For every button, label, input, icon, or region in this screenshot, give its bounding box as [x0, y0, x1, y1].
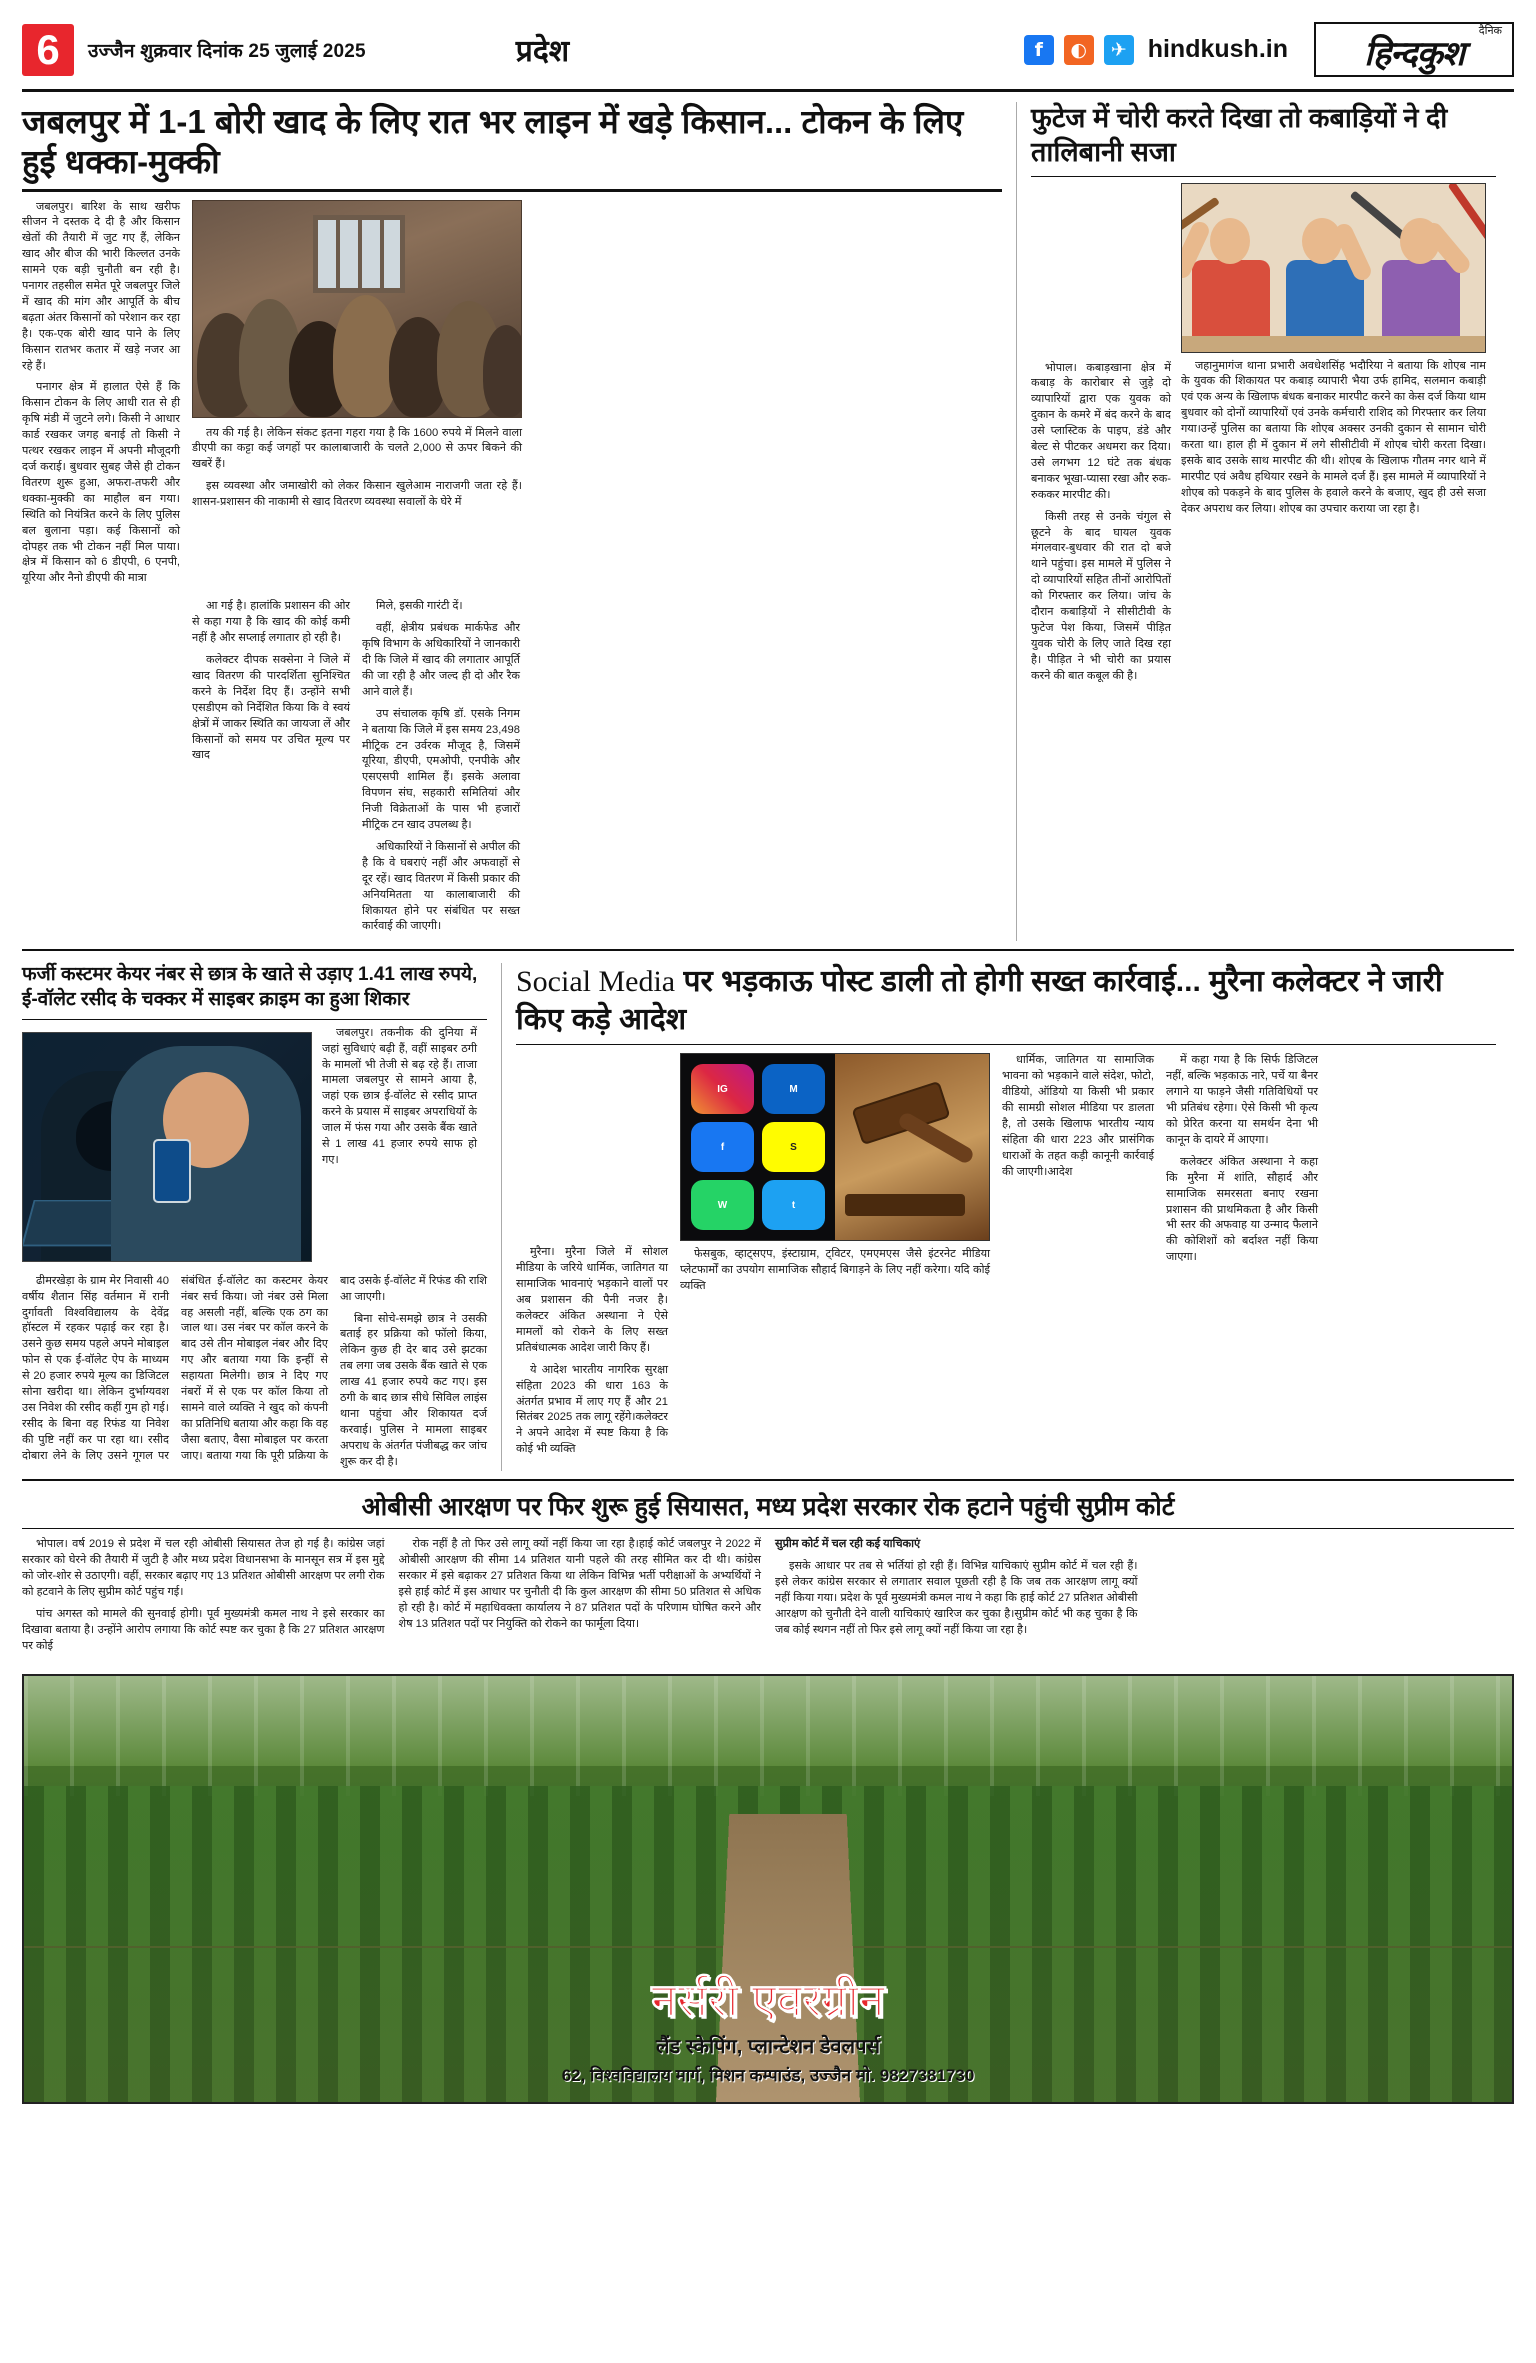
cyber-story-image	[22, 1032, 312, 1262]
paragraph: अधिकारियों ने किसानों से अपील की है कि वे घबराएं नहीं और अफवाहों से दूर रहें। खाद वितरण में किसी प्रकार की अनियमितता या कालाबाजारी की शिकायत होने पर संबंधित पर सख्त कार्रवाई की जाएगी।	[362, 840, 520, 933]
paragraph: रोक नहीं है तो फिर उसे लागू क्यों नहीं किया जा रहा है।हाई कोर्ट जबलपुर ने 2022 में ओबीसी आरक्षण की सीमा 14 प्रतिशत यानी पहले की तरह सीमित कर दी थी। कांग्रेस सरकार में इसे बढ़ाकर 27 प्रतिशत किया था लेकिन विभिन्न भर्ती परीक्षाओं के अभ्यर्थियों ने इसे हाई कोर्ट में इस आधार पर चुनौती दी कि कुल आरक्षण की सीमा 50 प्रतिशत से अधिक हो रही है। कोर्ट में महाधिवक्ता कार्यालय ने 87 प्रतिशत पदों के परिणाम घोषित करने और शेष 13 प्रतिशत पदों पर नियुक्ति को रोकने का फार्मूला दिया।	[398, 1538, 761, 1630]
theft-story-cartoon	[1181, 183, 1486, 353]
paragraph: ढीमरखेड़ा के ग्राम मेर निवासी 40 वर्षीय शैतान सिंह वर्तमान में रानी दुर्गावती विश्वविद्यालय के देवेंद्र हॉस्टल में रहकर पढ़ाई कर रहा है। उसने कुछ समय पहले अपने मोबाइल फोन से एक ई-वॉलेट ऐप के माध्यम से 20 हजार रुपये मूल्य का डिजिटल सोना खरीदा था। लेकिन दुर्भाग्यवश उस निवेश की रसीद कहीं गुम हो गई। रसीद के बिना वह रिफंड या निवेश की पुष्टि नहीं कर पा रहा था। रसीद दोबारा लेने के लिए उसने गूगल पर संबंधित ई-वॉलेट का कस्टमर केयर नंबर सर्च किया। जो नंबर उसे मिला वह असली नहीं, बल्कि एक ठग का जाल था। उस नंबर पर कॉल करने के बाद उसे तीन मोबाइल नंबर और दिए गए और बताया गया कि इन्हीं से सहायता मिलेगी। छात्र ने दिए गए नंबरों में से एक पर कॉल किया तो सामने वाले व्यक्ति ने खुद को कंपनी का प्रतिनिधि बताया और कहा कि वह जैसा बताए, वैसा मोबाइल पर करता जाए। बताया गया कि पूरी प्रक्रिया के बाद उसके ई-वॉलेट में रिफंड की राशि आ जाएगी।	[22, 1274, 487, 1462]
paragraph: इस व्यवस्था और जमाखोरी को लेकर किसान खुलेआम नाराजगी जता रहे हैं। शासन-प्रशासन की नाकामी से खाद वितरण व्यवस्था सवालों के घेरे में	[192, 480, 522, 509]
app-icons-grid	[681, 1054, 835, 1240]
social-media-column-3	[1002, 1053, 1154, 1464]
photo-crowd	[193, 287, 521, 417]
obc-column-2	[399, 1537, 762, 1660]
advertisement-nursery	[22, 1674, 1514, 2104]
cyber-crime-story	[22, 963, 502, 1470]
paragraph: पांच अगस्त को मामले की सुनवाई होगी। पूर्व मुख्यमंत्री कमल नाथ ने इसे सरकार का दिखावा बताया है। उन्होंने आरोप लगाया कि कोर्ट स्पष्ट कर चुका है कि 27 प्रतिशत आरक्षण पर कोई	[22, 1607, 385, 1652]
social-media-column-4	[1166, 1053, 1318, 1464]
social-media-photo	[680, 1053, 990, 1241]
twitter-icon[interactable]: ✈	[1104, 35, 1134, 65]
paragraph: वहीं, क्षेत्रीय प्रबंधक मार्कफेड और कृषि विभाग के अधिकारियों ने जानकारी दी कि जिले में खाद की लगातार आपूर्ति की जा रही है और जल्द ही दो और रैक आने वाले हैं।	[362, 622, 520, 698]
obc-column-1	[22, 1537, 385, 1660]
theft-story	[1016, 102, 1496, 941]
paragraph: मिले, इसकी गारंटी दें।	[376, 600, 463, 613]
top-section	[22, 102, 1514, 941]
messenger-icon: M	[762, 1064, 825, 1114]
paragraph: मुरैना। मुरैना जिले में सोशल मीडिया के जरिये धार्मिक, जातिगत या सामाजिक भावनाएं भड़काने वालों पर अब प्रशासन की पैनी नजर है। कलेक्टर अंकित अस्थाना ने ऐसे मामलों को रोकने के लिए सख्त प्रतिबंधात्मक आदेश जारी किए हैं।	[516, 1246, 668, 1354]
social-media-story	[516, 963, 1496, 1470]
paragraph: आ गई है। हालांकि प्रशासन की ओर से कहा गया है कि खाद की कोई कमी नहीं है और सप्लाई लगातार हो रही है।	[192, 600, 350, 645]
cyber-story-headline: फर्जी कस्टमर केयर नंबर से छात्र के खाते से उड़ाए 1.41 लाख रुपये, ई-वॉलेट रसीद के चक्कर में साइबर क्राइम का हुआ शिकार	[22, 964, 478, 1011]
theft-story-column-1	[1031, 183, 1171, 691]
paragraph: में कहा गया है कि सिर्फ डिजिटल नहीं, बल्कि भड़काऊ नारे, पर्चे या बैनर लगाने या फाड़ने जैसी गतिविधियों पर भी प्रतिबंध रहेगा। ऐसे किसी भी कृत्य को प्रेरित करना या समर्थन देना भी कानून के दायरे में आएगा।	[1166, 1054, 1318, 1146]
middle-section	[22, 963, 1514, 1470]
instagram-icon: IG	[691, 1064, 754, 1114]
social-media-headline	[516, 963, 1496, 1038]
obc-subheading: सुप्रीम कोर्ट में चल रही कई याचिकाएं	[775, 1538, 921, 1551]
phone-icon	[153, 1139, 191, 1203]
social-media-headline-en: Social Media	[516, 965, 676, 999]
masthead-location-date: उज्जैन शुक्रवार दिनांक 25 जुलाई 2025	[88, 40, 366, 62]
twitter-app-icon: t	[762, 1180, 825, 1230]
photo-window	[313, 215, 405, 293]
newspaper-logo	[1314, 22, 1514, 77]
paragraph: जबलपुर। बारिश के साथ खरीफ सीजन ने दस्तक दे दी है और किसान खेतों की तैयारी में जुट गए हैं, लेकिन खाद और बीज की भारी किल्लत उनके सामने एक बड़ी चुनौती बन रही है। पनागर तहसील समेत पूरे जबलपुर जिले में खाद की मांग और आपूर्ति के बीच बढ़ता अंतर किसानों को परेशान कर रहा है। एक-एक बोरी खाद पाने के लिए किसान रातभर कतार में खड़े नजर आ रहे हैं।	[22, 200, 180, 372]
obc-story-headline: ओबीसी आरक्षण पर फिर शुरू हुई सियासत, मध्य प्रदेश सरकार रोक हटाने पहुंची सुप्रीम कोर्ट	[361, 1492, 1175, 1521]
paragraph: तय की गई है। लेकिन संकट इतना गहरा गया है कि 1600 रुपये में मिलने वाला डीएपी का कट्टा कई जगहों पर कालाबाजारी के चलते 2,000 से ऊपर बिकने की खबरें हैं।	[192, 426, 522, 471]
logo-subtitle: दैनिक	[1478, 25, 1502, 37]
paragraph: धार्मिक, जातिगत या सामाजिक भावना को भड़काने वाले संदेश, फोटो, वीडियो, ऑडियो या किसी भी प्रकार की सामग्री सोशल मीडिया पर डालता है, तो उसके खिलाफ भारतीय न्याय संहिता की धारा 223 और प्रासंगिक धाराओं के तहत कड़ी कानूनी कार्रवाई की जाएगी।आदेश	[1002, 1054, 1154, 1178]
ad-text-block	[24, 1968, 1512, 2086]
paragraph: उप संचालक कृषि डॉ. एसके निगम ने बताया कि जिले में इस समय 23,498 मीट्रिक टन उर्वरक मौजूद है, जिसमें यूरिया, डीएपी, एमओपी, एनपीके और एसएसपी शामिल हैं। इसके अलावा विपणन संघ, सहकारी समितियां और निजी विक्रेताओं के पास भी हजारों मीट्रिक टन खाद उपलब्ध है।	[362, 707, 520, 832]
paragraph: पनागर क्षेत्र में हालात ऐसे हैं कि किसान टोकन के लिए आधी रात से ही कृषि मंडी में जुटने लगे। किसी ने आधार कार्ड रखकर जगह बनाई तो किसी ने पत्थर रखकर लाइन में अपनी मौजूदगी दर्ज कराई। बुधवार सुबह जैसे ही टोकन वितरण शुरू हुआ, अफरा-तफरी और धक्का-मुक्की का माहौल बन गया। स्थिति को नियंत्रित करने के लिए पुलिस बल बुलाना पड़ा। कई किसानों को दोपहर तक भी टोकन नहीं मिल पाया। क्षेत्र में किसान को 6 डीएपी, 6 एनपी, यूरिया और नैनो डीएपी की मात्रा	[22, 381, 180, 585]
logo-title: हिन्दकुश	[1364, 35, 1464, 73]
lead-story	[22, 102, 1002, 941]
paragraph: भोपाल। कबाड़खाना क्षेत्र में कबाड़ के कारोबार से जुड़े दो व्यापारियों द्वारा एक युवक को दुकान के कमरे में बंद करने के बाद उसे प्लास्टिक के पाइप, डंडे और बेल्ट से पीटकर अधमरा कर दिया। उसे लगभग 12 घंटे तक बंधक बनाकर भूखा-प्यासा रखा और रुक-रुककर मारपीट की।	[1031, 361, 1171, 501]
ad-polyhouse-frame	[24, 1676, 1512, 1796]
cyber-story-body	[22, 1274, 487, 1471]
paragraph: किसी तरह से उनके चंगुल से छूटने के बाद घायल युवक मंगलवार-बुधवार की रात दो बजे थाने पहुंचा। इस मामले में पुलिस ने दो व्यापारियों सहित तीनों आरोपितों को गिरफ्तार कर लिया। जांच के दौरान कबाड़ियों ने सीसीटीवी के फुटेज पेश किया, जिसमें पीड़ित युवक चोरी के लिए जाते दिख रहा है। पीड़ित ने भी चोरी का प्रयास करने की बात कबूल की है।	[1031, 510, 1171, 682]
paragraph: कलेक्टर दीपक सक्सेना ने जिले में खाद वितरण की पारदर्शिता सुनिश्चित करने के निर्देश दिए हैं। उन्होंने सभी एसडीएम को निर्देशित किया कि वे स्वयं क्षेत्रों में जाकर स्थिति का जायजा लें और किसानों को समय पर उचित मूल्य पर खाद	[192, 653, 350, 762]
theft-story-headline: फुटेज में चोरी करते दिखा तो कबाड़ियों ने दी तालिबानी सजा	[1031, 103, 1448, 167]
social-media-headline-hi: पर भड़काऊ पोस्ट डाली तो होगी सख्त कार्रवाई... मुरैना कलेक्टर ने जारी किए कड़े आदेश	[516, 965, 1443, 1036]
lead-story-column-1	[22, 200, 180, 594]
whatsapp-icon: W	[691, 1180, 754, 1230]
facebook-app-icon: f	[691, 1122, 754, 1172]
gavel-block	[845, 1194, 965, 1216]
lead-story-headline: जबलपुर में 1-1 बोरी खाद के लिए रात भर लाइन में खड़े किसान... टोकन के लिए हुई धक्का-मुक्की	[22, 102, 1002, 192]
masthead-right	[1024, 22, 1514, 77]
obc-column-4	[1152, 1537, 1515, 1660]
rss-icon[interactable]: ◐	[1064, 35, 1094, 65]
lead-story-photo	[192, 200, 522, 418]
obc-reservation-story	[22, 1493, 1514, 1661]
lead-story-column-4	[362, 599, 520, 941]
paragraph: बिना सोचे-समझे छात्र ने उसकी बताई हर प्रक्रिया को फॉलो किया, लेकिन कुछ ही देर बाद उसे झटका तब लगा जब उसके बैंक खाते से एक लाख 41 हजार रुपये कट गए। इस ठगी के बाद छात्र सीधे सिविल लाइंस थाना पहुंचा और शिकायत दर्ज करवाई। पुलिस ने मामला साइबर अपराध के अंतर्गत पंजीबद्ध कर जांच शुरू कर दी है।	[340, 1312, 487, 1468]
lead-story-column-3b	[192, 599, 350, 941]
ad-address: 62, विश्वविद्यालय मार्ग, मिशन कम्पाउंड, उज्जैन मो. 9827381730	[561, 2066, 975, 2086]
paragraph: जहानुमागंज थाना प्रभारी अवधेशसिंह भदौरिया ने बताया कि शोएब नाम के युवक की शिकायत पर कबाड़ व्यापारी भैया उर्फ हामिद, सलमान कबाड़ी एवं एक अन्य के खिलाफ बंधक बनाकर मारपीट करने का केस दर्ज किया थाम बुधवार को दोनों व्यापारियों एवं उनके कर्मचारी राशिद को गिरफ्तार कर लिया गया।उन्हें पुलिस का बताया कि शोएब अक्सर उनकी दुकान से सामान चोरी करता था। हाल ही में दुकान में लगे सीसीटीवी में शोएब चोरी करता दिखा। इसके बाद उसके साथ मारपीट की थी। शोएब के खिलाफ गौतम नगर थाने में मारपीट एवं अवैध हथियार रखने के मामले दर्ज हैं। इस मामले में व्यापारियों ने शोएब को पकड़ने के बाद पुलिस के हवाले करने के बजाए, खुद ही उसे सजा देकर अपराध कर लिया। शोएब का उपचार कराया जा रहा है।	[1181, 359, 1486, 515]
obc-column-3	[775, 1537, 1138, 1660]
paragraph: फेसबुक, व्हाट्सएप, इंस्टाग्राम, ट्विटर, एमएमएस जैसे इंटरनेट मीडिया प्लेटफार्मों का उपयोग सामाजिक सौहार्द बिगाड़ने के लिए नहीं करेगा। यदि कोई व्यक्ति	[680, 1248, 990, 1293]
page-number: 6	[22, 24, 74, 76]
paragraph: भोपाल। वर्ष 2019 से प्रदेश में चल रही ओबीसी सियासत तेज हो गई है। कांग्रेस जहां सरकार को घेरने की तैयारी में जुटी है और मध्य प्रदेश विधानसभा के मानसून सत्र में इस मुद्दे को जोर-शोर से उठाएगी। वहीं, सरकार बढ़ाए गए 13 प्रतिशत ओबीसी आरक्षण पर लगी रोक को हटवाने के लिए सुप्रीम कोर्ट पहुंच गई।	[22, 1538, 385, 1598]
cyber-story-column-1	[322, 1026, 477, 1268]
snapchat-icon: S	[762, 1122, 825, 1172]
social-media-column-1	[516, 1053, 668, 1464]
worried-man-figure	[111, 1046, 301, 1261]
facebook-icon[interactable]: f	[1024, 35, 1054, 65]
paragraph: इसके आधार पर तब से भर्तियां हो रही हैं। विभिन्न याचिकाएं सुप्रीम कोर्ट में चल रही हैं। इसे लेकर कांग्रेस सरकार से लगातार सवाल पूछती रही है कि जब तक आरक्षण लागू क्यों नहीं किया गया। प्रदेश के पूर्व मुख्यमंत्री कमल नाथ ने कहा कि हाई कोर्ट 27 प्रतिशत ओबीसी आरक्षण को चुनौती देने वाली याचिकाएं खारिज कर चुका है।सुप्रीम कोर्ट भी कह चुका है कि जब कोई स्थगन नहीं तो फिर इसे लागू क्यों नहीं किया जा रहा है।	[775, 1560, 1138, 1636]
ad-subtitle: लैंड स्केपिंग, प्लान्टेशन डेवलपर्स	[655, 2036, 880, 2059]
paragraph: जबलपुर। तकनीक की दुनिया में जहां सुविधाएं बढ़ी हैं, वहीं साइबर ठगी के मामलों भी तेजी से बढ़ रहे हैं। ताजा मामला जबलपुर से सामने आया है, जहां एक छात्र ई-वॉलेट से रसीद प्राप्त करने के प्रयास में साइबर अपराधियों के जाल में फंस गया और उसके बैंक खाते से 1 लाख 41 हजार रुपये साफ हो गए।	[322, 1026, 477, 1166]
theft-story-column-2	[1181, 359, 1486, 518]
website-url[interactable]: hindkush.in	[1147, 35, 1288, 63]
paragraph: कलेक्टर अंकित अस्थाना ने कहा कि मुरैना में शांति, सौहार्द और सामाजिक समरसता बनाए रखना प्रशासन की प्राथमिकता है और किसी भी स्तर की अफवाह या उन्माद फैलाने की कोशिशों को बर्दाश्त नहीं किया जाएगा।	[1166, 1155, 1318, 1264]
paragraph: ये आदेश भारतीय नागरिक सुरक्षा संहिता 2023 की धारा 163 के अंतर्गत प्रभाव में लाए गए हैं और 21 सितंबर 2025 तक लागू रहेंगे।कलेक्टर ने अपने आदेश में स्पष्ट किया है कि कोई भी व्यक्ति	[516, 1363, 668, 1456]
gavel-image	[835, 1054, 989, 1240]
ad-title: नर्सरी एवरग्रीन	[651, 1974, 885, 2027]
masthead	[22, 18, 1514, 92]
section-title: प्रदेश	[515, 35, 570, 68]
